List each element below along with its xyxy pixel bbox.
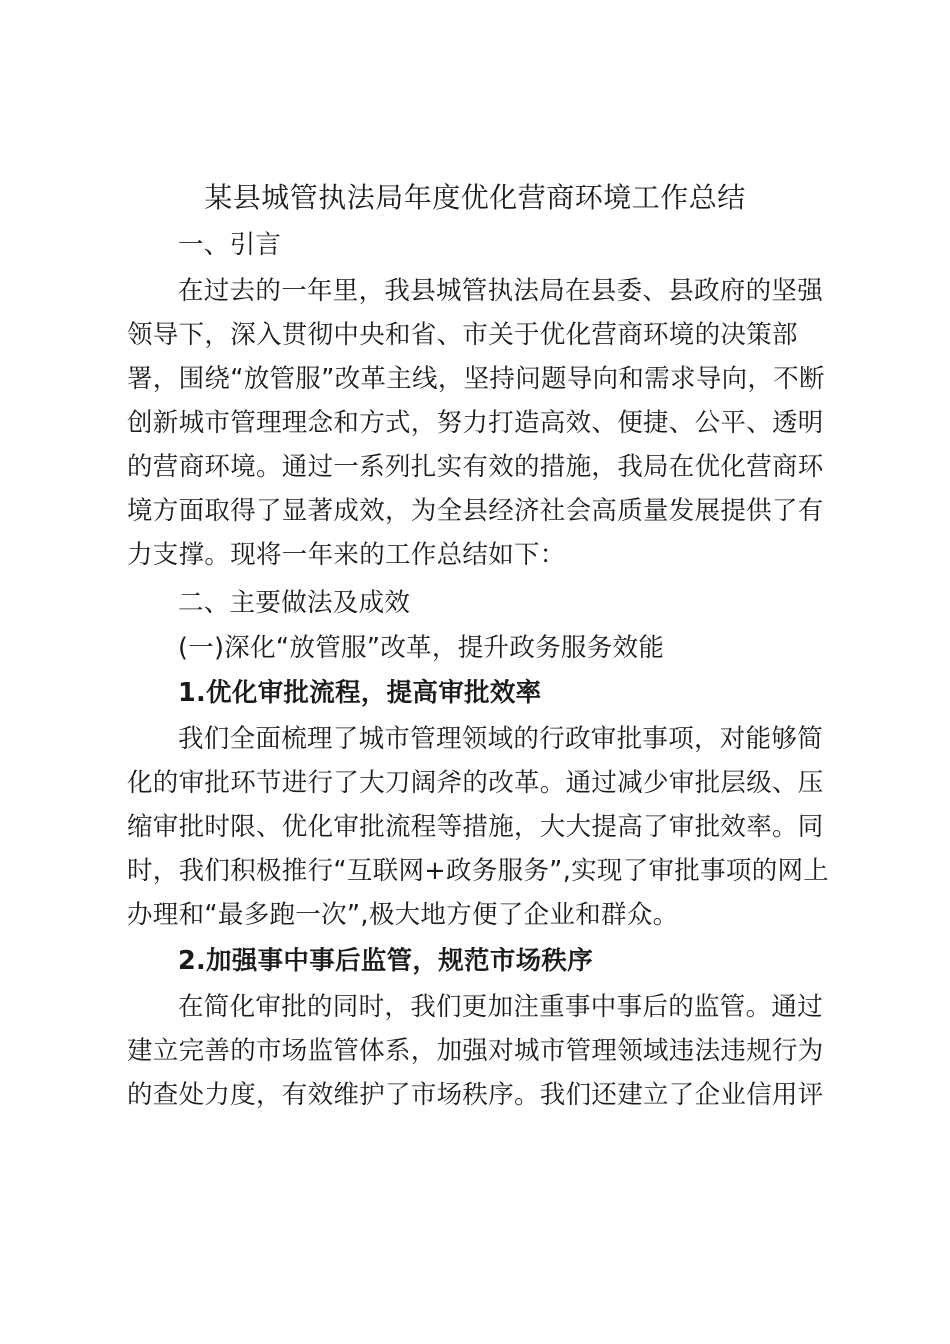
section-heading-intro: 一、引言: [178, 230, 282, 260]
paragraph-line: 在过去的一年里，我县城管执法局在县委、县政府的坚强: [178, 276, 824, 306]
paragraph-line: 在简化审批的同时，我们更加注重事中事后的监管。通过: [178, 992, 824, 1022]
paragraph-line: 缩审批时限、优化审批流程等措施，大大提高了审批效率。同: [127, 812, 824, 842]
paragraph-line: 的营商环境。通过一系列扎实有效的措施，我局在优化营商环: [127, 452, 824, 482]
paragraph-line: 创新城市管理理念和方式，努力打造高效、便捷、公平、透明: [127, 408, 824, 438]
item-heading: 2.加强事中事后监管，规范市场秩序: [178, 946, 594, 976]
paragraph-line: 的查处力度，有效维护了市场秩序。我们还建立了企业信用评: [127, 1080, 824, 1110]
paragraph-line: 境方面取得了显著成效，为全县经济社会高质量发展提供了有: [127, 496, 824, 526]
paragraph-line: 办理和“最多跑一次”,极大地方便了企业和群众。: [127, 900, 679, 930]
paragraph-line: 我们全面梳理了城市管理领域的行政审批事项，对能够简: [178, 724, 824, 754]
paragraph-line: 领导下，深入贯彻中央和省、市关于优化营商环境的决策部: [127, 320, 798, 350]
paragraph-line: 时，我们积极推行“互联网+政务服务”,实现了审批事项的网上: [127, 856, 830, 886]
document-title: 某县城管执法局年度优化营商环境工作总结: [204, 181, 746, 214]
subsection-heading: (一)深化“放管服”改革，提升政务服务效能: [178, 633, 665, 663]
item-heading: 1.优化审批流程，提高审批效率: [178, 678, 542, 708]
paragraph-line: 建立完善的市场监管体系，加强对城市管理领域违法违规行为: [127, 1036, 824, 1066]
paragraph-line: 化的审批环节进行了大刀阔斧的改革。通过减少审批层级、压: [127, 768, 824, 798]
paragraph-line: 力支撑。现将一年来的工作总结如下：: [127, 540, 566, 570]
section-heading-main: 二、主要做法及成效: [178, 588, 411, 618]
paragraph-line: 署，围绕“放管服”改革主线，坚持问题导向和需求导向，不断: [127, 364, 825, 394]
